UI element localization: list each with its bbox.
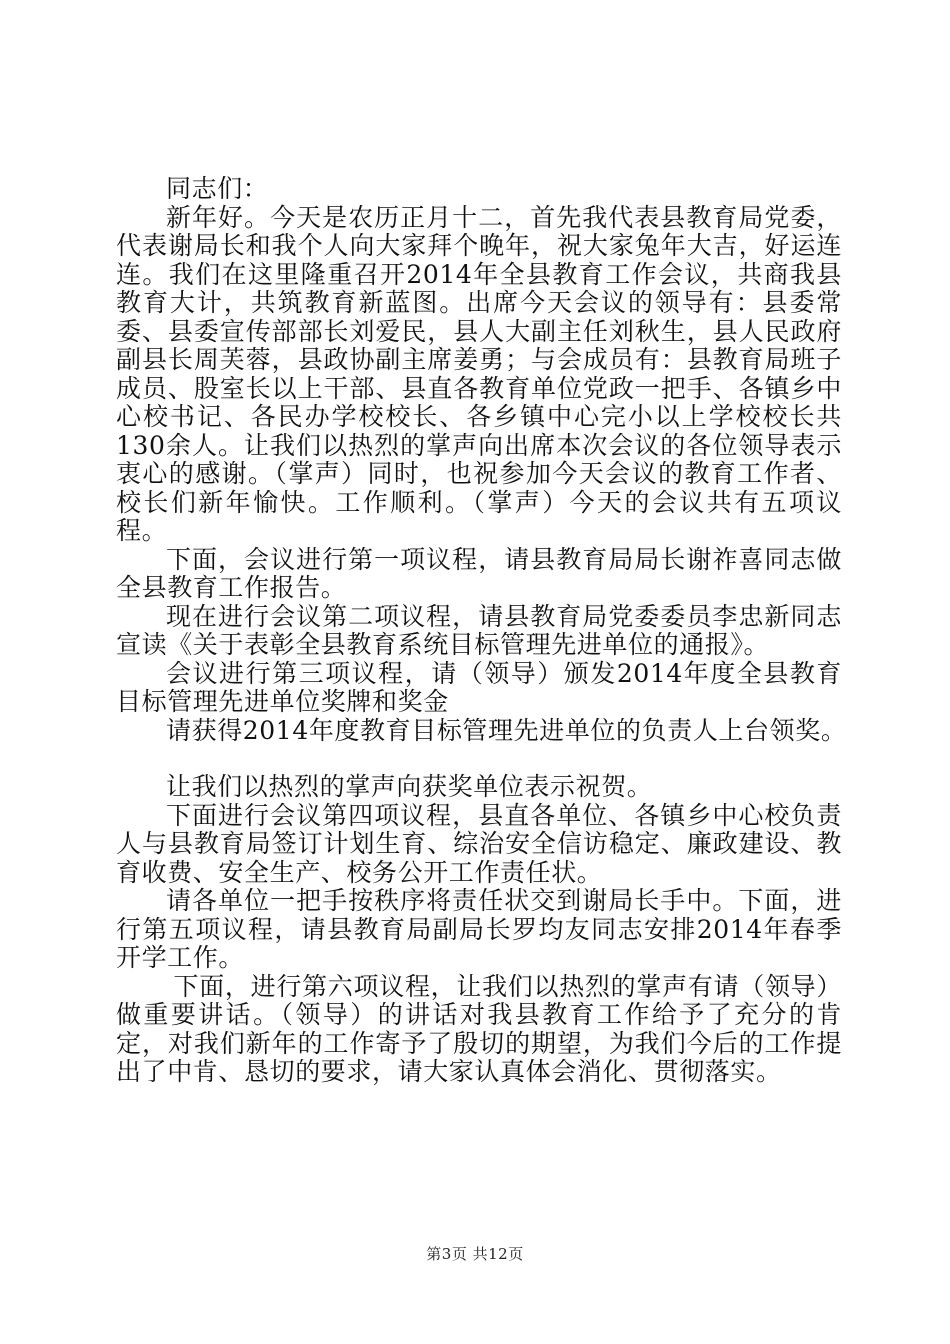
paragraph-agenda-2: 现在进行会议第二项议程，请县教育局党委委员李忠新同志宣读《关于表彰全县教育系统目标管理先进单位的通报》。 [116,601,842,659]
paragraph-agenda-1: 下面，会议进行第一项议程，请县教育局局长谢祚喜同志做全县教育工作报告。 [116,544,842,602]
paragraph-award-receive: 请获得2014年度教育目标管理先进单位的负责人上台领奖。 [166,715,847,745]
paragraph-agenda-5: 请各单位一把手按秩序将责任状交到谢局长手中。下面，进行第五项议程，请县教育局副局长罗均友同志安排2014年春季开学工作。 [116,886,842,972]
paragraph-agenda-4: 下面进行会议第四项议程，县直各单位、各镇乡中心校负责人与县教育局签订计划生育、综治安全信访稳定、廉政建设、教育收费、安全生产、校务公开工作责任状。 [116,800,842,887]
document-body [116,174,847,1087]
paragraph-agenda-3: 会议进行第三项议程，请（领导）颁发2014年度全县教育目标管理先进单位奖牌和奖金 [116,658,842,716]
paragraph-agenda-6: 下面，进行第六项议程，让我们以热烈的掌声有请（领导）做重要讲话。（领导）的讲话对我县教育工作给予了充分的肯定，对我们新年的工作寄予了殷切的期望，为我们今后的工作提出了中肯、恳切的要求，请大家认真体会消化、贯彻落实。 [116,971,842,1086]
salutation: 同志们： [166,174,269,203]
page-footer: 第3页 共12页 [426,1245,524,1263]
paragraph-congratulate: 让我们以热烈的掌声向获奖单位表示祝贺。 [166,772,653,801]
paragraph-opening: 新年好。今天是农历正月十二，首先我代表县教育局党委，代表谢局长和我个人向大家拜个晚年，祝大家兔年大吉，好运连连。我们在这里隆重召开2014年全县教育工作会议，共商我县教育大计，共筑教育新蓝图。出席今天会议的领导有：县委常委、县委宣传部部长刘爱民，县人大副主任刘秋生，县人民政府副县长周芙蓉，县政协副主席姜勇；与会成员有：县教育局班子成员、股室长以上干部、县直各教育单位党政一把手、各镇乡中心校书记、各民办学校校长、各乡镇中心完小以上学校校长共130余人。让我们以热烈的掌声向出席本次会议的各位领导表示衷心的感谢。（掌声）同时，也祝参加今天会议的教育工作者、校长们新年愉快。工作顺利。（掌声）今天的会议共有五项议程。 [116,202,842,545]
